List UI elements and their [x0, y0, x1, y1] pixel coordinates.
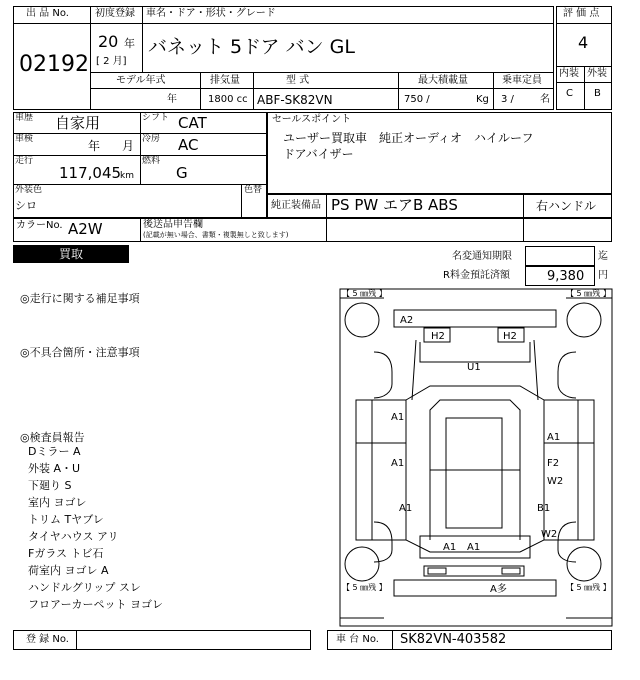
capacity-unit: 名: [540, 94, 550, 105]
mark-headlight-right: H2: [503, 331, 517, 342]
inspector-report-item: 荷室内 ヨゴレ A: [28, 564, 109, 577]
inspector-report-item: 外装 A・U: [28, 462, 81, 475]
mark-headlight-left: H2: [431, 331, 445, 342]
color-number-value: A2W: [68, 220, 103, 238]
model-code: ABF-SK82VN: [257, 93, 333, 107]
mark-right-quarter-1: B1: [537, 503, 551, 514]
exterior-grade: B: [594, 88, 601, 99]
sales-point-line-1: ユーザー買取車 純正オーディオ ハイルーフ: [283, 131, 534, 145]
mark-right-rear-door-2: W2: [547, 476, 564, 487]
interior-grade: C: [566, 88, 573, 99]
inspector-report-item: タイヤハウス アリ: [28, 530, 119, 543]
model-code-label: 型 式: [286, 75, 310, 86]
mark-left-front-door: A1: [391, 412, 405, 423]
buy-status-bar: 買取: [13, 245, 129, 263]
defects-notes-title: ◎不具合箇所・注意事項: [20, 346, 140, 359]
model-year-label: モデル年式: [116, 75, 166, 86]
inspection-label: 車検: [15, 134, 34, 144]
score-value: 4: [578, 33, 589, 52]
driving-notes-title: ◎走行に関する補足事項: [20, 292, 140, 305]
first-registration-label: 初度登録: [95, 8, 135, 19]
mileage-unit: km: [120, 171, 134, 181]
ac-label: 冷房: [142, 134, 161, 144]
inspector-report-item: Fガラス トビ石: [28, 547, 104, 560]
sales-point-label: セールスポイント: [272, 114, 352, 125]
inspector-report-item: ハンドルグリップ スレ: [28, 581, 141, 594]
color-number-label: カラーNo.: [16, 220, 63, 231]
history-value: 自家用: [55, 114, 101, 132]
mark-left-rear-door: A1: [391, 458, 405, 469]
name-change-deadline-unit: 迄: [598, 251, 608, 262]
tire-depth-rear-left: 【 5 ㎜残 】: [342, 583, 387, 592]
mark-right-front-door: A1: [547, 432, 561, 443]
inspector-report-item: 下廻り S: [28, 479, 72, 492]
inspector-report-title: ◎検査員報告: [20, 431, 85, 444]
first-registration-year: 20: [98, 32, 119, 51]
tire-depth-rear-right: 【 5 ㎜残 】: [566, 583, 611, 592]
mileage-label: 走行: [15, 156, 34, 166]
mark-rear-left: A1: [443, 542, 457, 553]
mark-front-bumper: A2: [400, 315, 414, 326]
mark-left-quarter: A1: [399, 503, 413, 514]
exterior-label: 外装: [587, 68, 607, 79]
max-load-label: 最大積載量: [418, 75, 468, 86]
recycle-fee-amount: 9,380: [547, 269, 585, 284]
sales-point-line-2: ドアバイザー: [283, 147, 354, 161]
inspector-report-item: Dミラー A: [28, 445, 81, 458]
post-documents-label: 後送品申告欄: [143, 219, 203, 230]
equipment-value: PS PW エアB ABS: [331, 196, 458, 214]
equipment-label: 純正装備品: [271, 200, 321, 211]
model-year-unit: 年: [167, 94, 177, 105]
mark-roof: U1: [467, 362, 481, 373]
displacement-label: 排気量: [210, 75, 240, 86]
exterior-color-label: 外装色: [15, 185, 43, 195]
inspector-report-item: 室内 ヨゴレ: [28, 496, 87, 509]
recycle-fee-label: R料金預託済額: [443, 270, 510, 281]
inspector-report-item: フロアーカーペット ヨゴレ: [28, 598, 163, 611]
interior-label: 内装: [559, 68, 579, 79]
registration-number-label: 登 録 No.: [26, 634, 69, 645]
capacity-value: 3 /: [501, 94, 514, 105]
shift-label: シフト: [142, 113, 170, 123]
mileage-value: 117,045: [59, 164, 122, 182]
capacity-label: 乗車定員: [502, 75, 542, 86]
ac-value: AC: [178, 136, 199, 154]
name-change-deadline-label: 名変通知期限: [452, 251, 512, 262]
fuel-label: 燃料: [142, 156, 161, 166]
tire-depth-front-right: 【 5 ㎜残 】: [566, 289, 611, 298]
mark-rear-right: A1: [467, 542, 481, 553]
chassis-number: SK82VN-403582: [400, 632, 507, 647]
recycle-fee-unit: 円: [598, 270, 608, 281]
lot-number: 02192: [19, 52, 89, 77]
tire-depth-front-left: 【 5 ㎜残 】: [342, 289, 387, 298]
displacement-value: 1800 cc: [208, 94, 248, 105]
score-label: 評 価 点: [563, 8, 600, 19]
shift-value: CAT: [178, 114, 207, 132]
post-documents-note: (記載が無い場合、書類・複製無しと致します): [143, 231, 289, 239]
max-load-unit: Kg: [476, 94, 489, 105]
mark-right-quarter-2: W2: [541, 529, 558, 540]
mark-rear-bumper: A多: [490, 584, 507, 595]
max-load-value: 750 /: [404, 94, 430, 105]
car-name-label: 車名・ドア・形状・グレード: [146, 8, 276, 19]
inspector-report-item: トリム Tヤブレ: [28, 513, 104, 526]
mark-right-rear-door-1: F2: [547, 458, 560, 469]
year-unit: 年: [124, 37, 135, 50]
lot-number-label: 出 品 No.: [26, 8, 69, 19]
chassis-number-label: 車 台 No.: [336, 634, 379, 645]
car-name: バネット 5ドア バン GL: [148, 36, 355, 58]
color-change-label: 色替: [244, 185, 263, 195]
fuel-value: G: [176, 164, 188, 182]
steering-side: 右ハンドル: [536, 199, 597, 213]
inspection-year-unit: 年: [88, 139, 101, 153]
first-registration-month: [ 2 月]: [96, 56, 127, 67]
history-label: 車歴: [15, 113, 34, 123]
exterior-color-value: シロ: [15, 199, 37, 212]
inspection-month-unit: 月: [122, 139, 135, 153]
